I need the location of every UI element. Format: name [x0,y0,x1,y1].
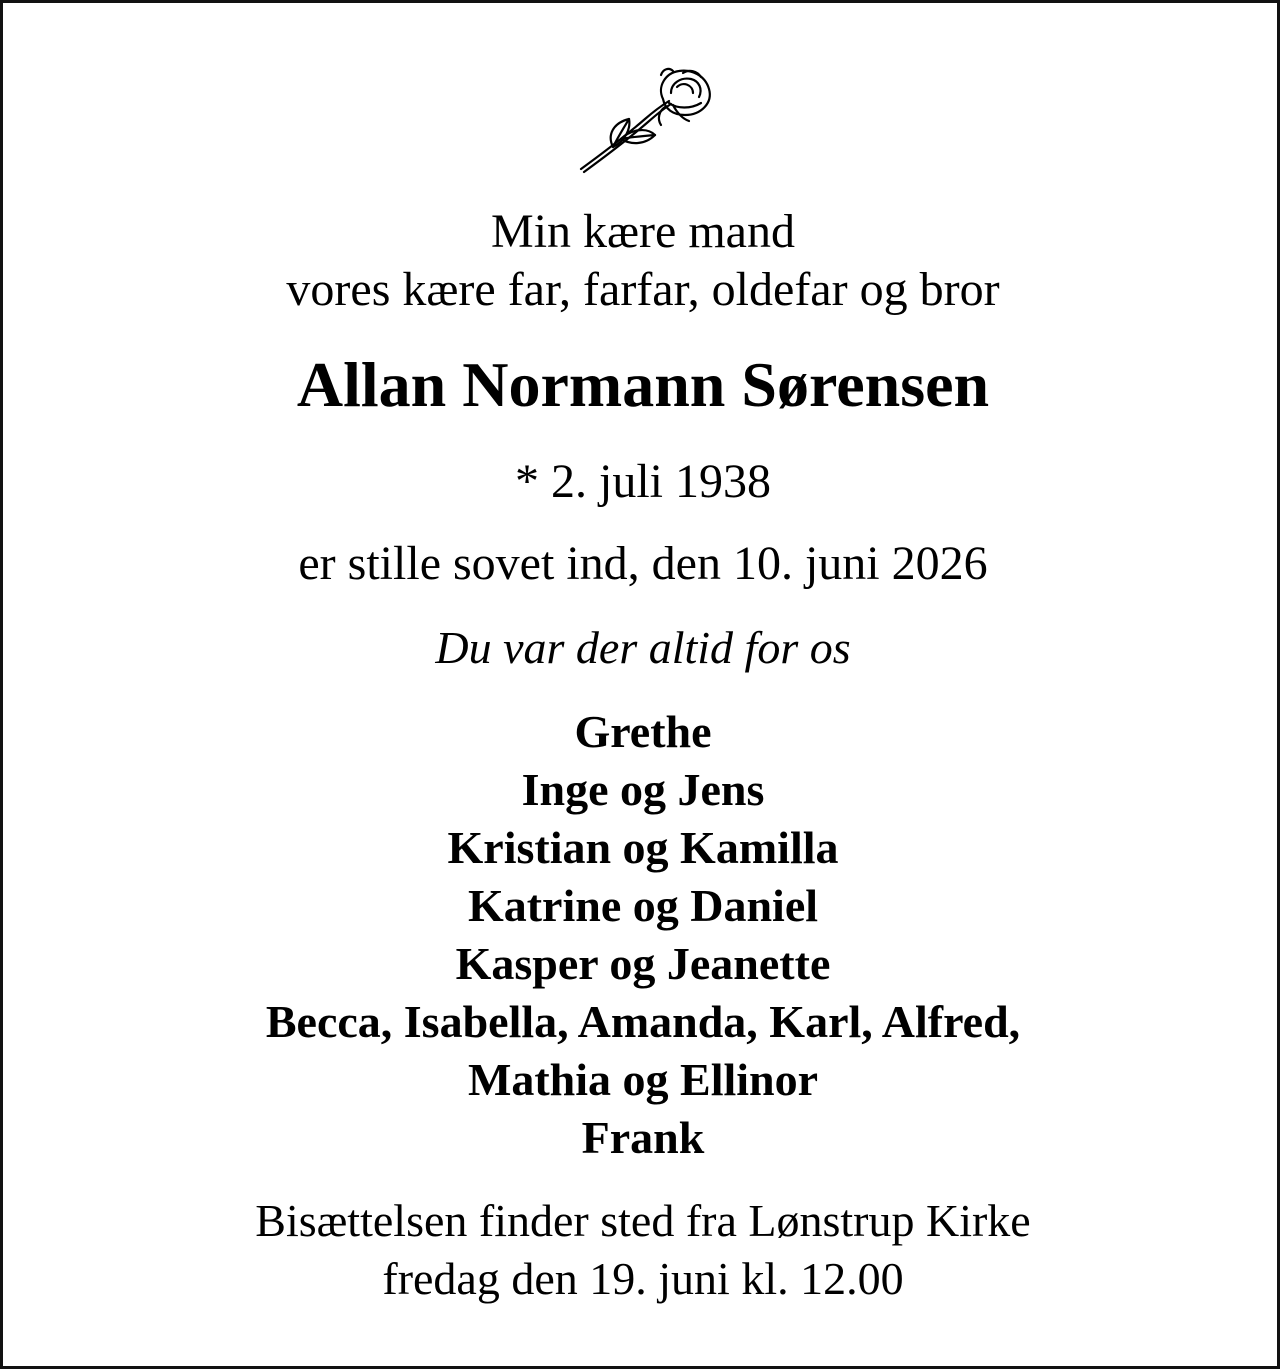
family-line: Frank [581,1112,705,1163]
rose-icon [573,63,715,175]
funeral-time: fredag den 19. juni kl. 12.00 [382,1253,904,1304]
family-line: Inge og Jens [521,764,765,815]
deceased-name: Allan Normann Sørensen [296,349,990,420]
family-line: Becca, Isabella, Amanda, Karl, Alfred, [265,996,1021,1047]
intro-line-2: vores kære far, farfar, oldefar og bror [286,263,1000,316]
death-date: er stille sovet ind, den 10. juni 2026 [298,537,988,590]
memorial-quote: Du var der altid for os [435,622,851,673]
family-line: Katrine og Daniel [467,880,819,931]
intro-line-1: Min kære mand [491,205,795,258]
birth-date: * 2. juli 1938 [514,455,771,508]
family-line: Kasper og Jeanette [455,938,831,989]
family-line: Kristian og Kamilla [447,822,839,873]
family-line: Grethe [574,706,712,757]
funeral-location: Bisættelsen finder sted fra Lønstrup Kirke [255,1195,1031,1246]
family-line: Mathia og Ellinor [467,1054,819,1105]
